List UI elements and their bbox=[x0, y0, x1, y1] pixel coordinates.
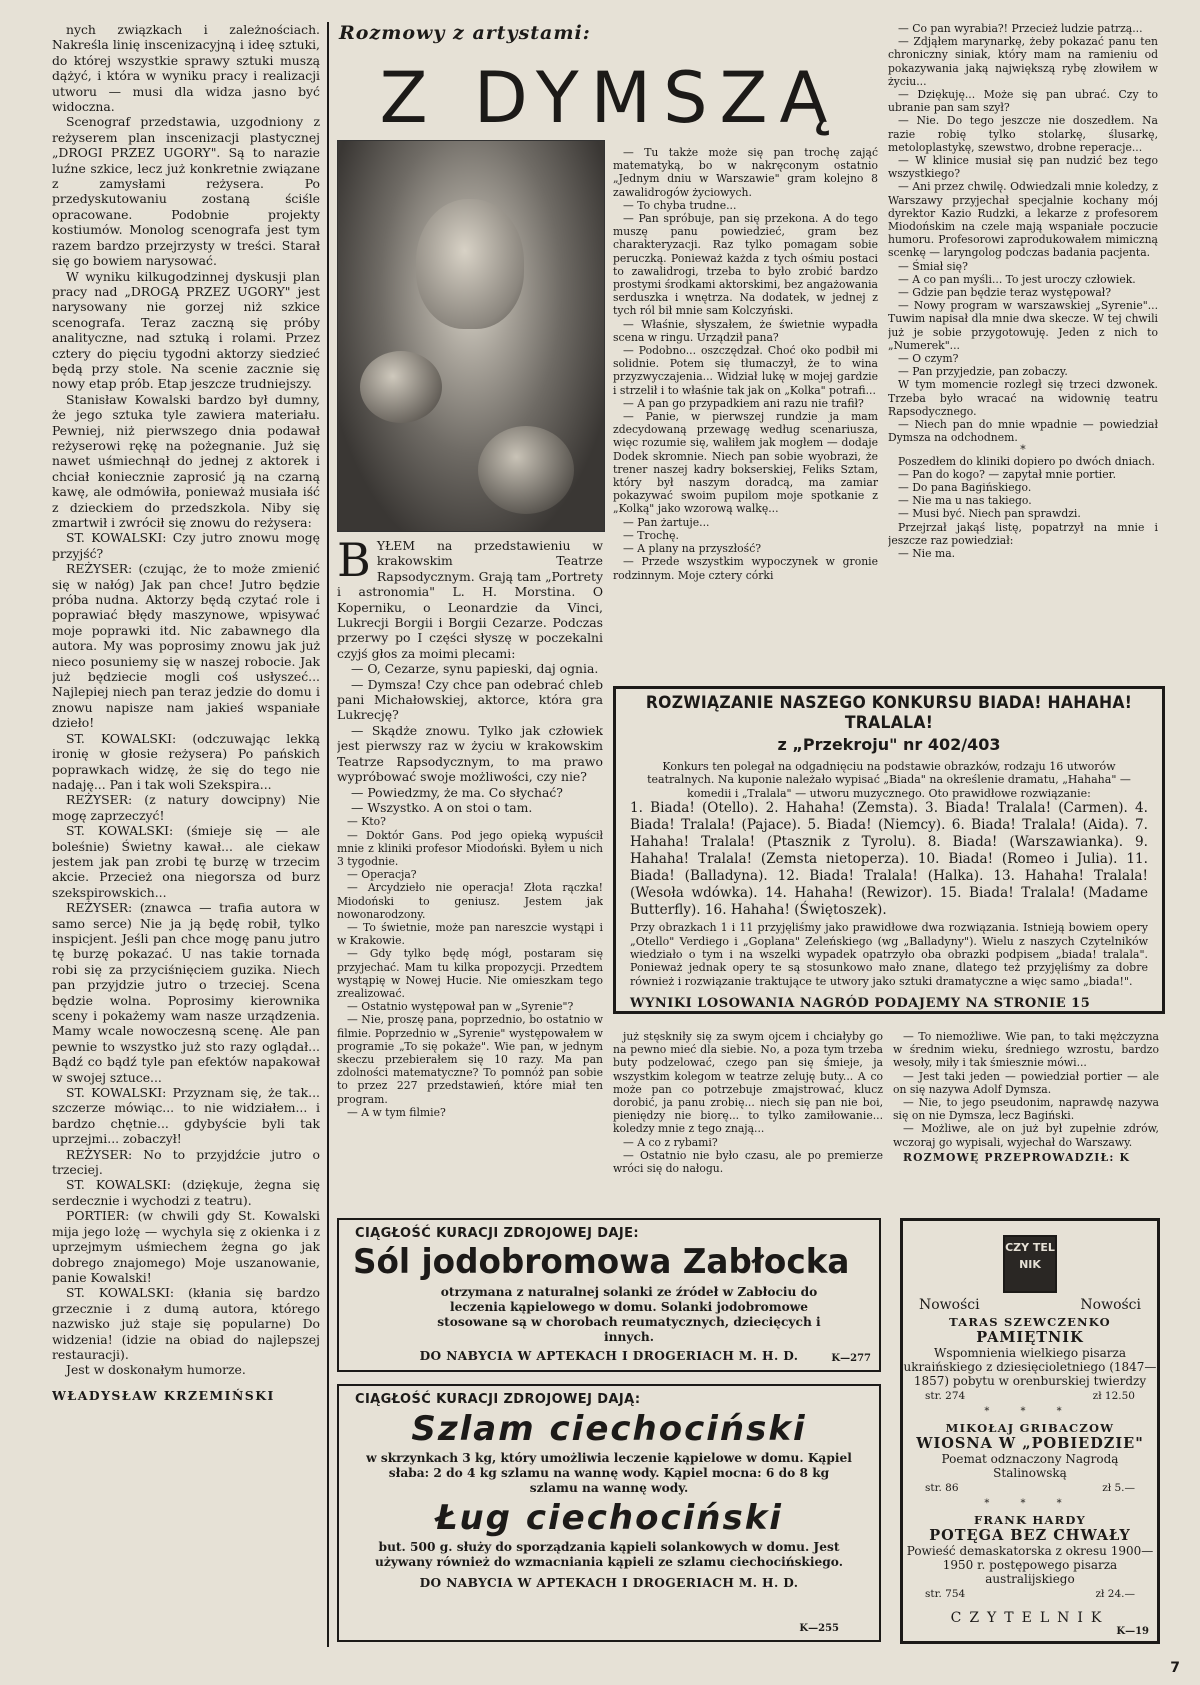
paragraph: — Wszystko. A on stoi o tam. bbox=[351, 799, 533, 815]
paragraph: nych związkach i zależnościach. Nakreśla linię inscenizacyjną i ideę sztuki, do której wszystkie sprawy sztuki muszą dążyć, i która w wyniku pracy i realizacji utworu — musi dla widza jasno być widoczna. bbox=[52, 22, 320, 115]
paragraph: — Jest taki jeden — powiedział portier — ale on się nazywa Adolf Dymsza. bbox=[893, 1069, 1159, 1096]
ad-salt-kicker: CIĄGŁOŚĆ KURACJI ZDROJOWEJ DAJE: bbox=[355, 1226, 640, 1241]
book-pages: str. 86 bbox=[925, 1482, 959, 1494]
column-divider bbox=[327, 22, 329, 1647]
paragraph: — Przede wszystkim wypoczynek w gronie rodzinnym. Moje cztery córki bbox=[613, 555, 878, 582]
page-number: 7 bbox=[1170, 1660, 1180, 1676]
book-price-row bbox=[903, 1390, 1157, 1402]
contest-note: Przy obrazkach 1 i 11 przyjęliśmy jako prawidłowe dwa rozwiązania. Istnieją bowiem opery „Otello" Verdiego i „Goplana" Zeleńskiego (wg „Balladyny"). Wielu z naszych Czytelników wiedziało o tym i na wszelki wypadek opatrzyło oba obrazki podpisem „biada! tralala". Ponieważ jednak opery te są stosunkowo mało znane, dlatego też przyjęliśmy za dobre również i rozwiązanie traktujące te utwory jako sztuki dramatyczne a więc samo „biada!". bbox=[630, 921, 1148, 988]
paragraph: — Nie. Do tego jeszcze nie doszedłem. Na razie robię tylko stolarkę, ślusarkę, metoloplastykę, szewstwo, drobne reperacje... bbox=[888, 114, 1158, 154]
book-pages: str. 274 bbox=[925, 1390, 966, 1402]
paragraph: — Nie ma. bbox=[898, 546, 956, 560]
paragraph: — Ostatnio występował pan w „Syrenie"? bbox=[347, 1000, 574, 1014]
contest-solution-box bbox=[613, 686, 1165, 1014]
ad-books bbox=[900, 1218, 1160, 1644]
paragraph: ST. KOWALSKI: (dziękuje, żegna się serdecznie i wychodzi z teatru). bbox=[52, 1177, 320, 1208]
paragraph: W tym momencie rozległ się trzeci dzwonek. Trzeba było wracać na widownię teatru Rapsodycznego. bbox=[888, 378, 1158, 418]
paragraph: REŻYSER: (czując, że to może zmienić się w nałóg) Jak pan chce! Jutro będzie próba nudna. Aktorzy będą czytać role i poprawiać błędy maszynowe, wpisywać moje poprawki itd. Nic zabawnego dla autora. My was poprosimy znowu jak już nieco posuniemy się w naszej robocie. Jak już będziecie mogli coś usłyszeć... Najlepiej niech pan teraz jedzie do domu i znowu napisze nam jakieś wspaniałe dzieło! bbox=[52, 561, 320, 731]
column-3-paragraphs bbox=[613, 146, 878, 582]
paragraph: — A w tym filmie? bbox=[347, 1105, 446, 1119]
ad-mud-text-2: but. 500 g. służy do sporządzania kąpieli solankowych w domu. Jest używany również do wzmacniania kąpieli ze szlamu ciechocińskiego. bbox=[375, 1540, 843, 1569]
publisher-logo-icon: CZY TEL NIK bbox=[1003, 1235, 1057, 1293]
paragraph: — Nie, proszę pana, poprzednio, bo ostatnio w filmie. Poprzednio w „Syrenie" występowałem w programie „To się pokaże". Wie pan, w jednym skeczu przebierałem się 10 razy. Ma pan zdolności matematyczne? To pomnóż pan sobie to przez 227 przedstawień, które miał ten program. bbox=[337, 1013, 603, 1106]
ad-salt-product: Sól jodobromowa Zabłocka bbox=[353, 1242, 850, 1282]
column-2-paragraphs bbox=[337, 661, 603, 815]
photo-glove-left bbox=[360, 351, 442, 423]
book-entry bbox=[903, 1421, 1157, 1494]
column-4-article bbox=[888, 22, 1158, 672]
paragraph: już stęskniły się za swym ojcem i chciałyby go na pewno mieć dla siebie. No, a poza tym trzeba buty podzelować, czego pan się śmieje, ja wszystkim kolegom w teatrze zeluję buty... A co może pan co potrzebuje zmajstrować, klucz dorobić, ja panu zrobię... niech się pan nie boi, pieniędzy nie biorę... to tylko zamiłowanie... koledzy mnie z tego znają... bbox=[613, 1030, 883, 1136]
book-price-row bbox=[903, 1588, 1157, 1600]
paragraph: Jest w doskonałym humorze. bbox=[66, 1362, 246, 1378]
paragraph: — Trochę. bbox=[623, 528, 679, 542]
new-releases-left: Nowości bbox=[919, 1297, 980, 1313]
column-1-paragraphs bbox=[52, 22, 320, 1378]
paragraph: — Arcydzieło nie operacja! Złota rączka! Miodoński to geniusz. Jestem jak nowonarodzony. bbox=[337, 881, 603, 921]
column-4-paragraphs-2 bbox=[888, 455, 1158, 561]
column-3-continuation bbox=[613, 1030, 883, 1215]
paragraph: ST. KOWALSKI: (kłania się bardzo grzecznie i z dumą autora, którego nazwisko już staje się popularne) Do widzenia! (idzie na obiad do najlepszej restauracji). bbox=[52, 1285, 320, 1362]
paragraph: — Co pan wyrabia?! Przecież ludzie patrzą... bbox=[898, 22, 1143, 35]
column-4-paragraphs bbox=[888, 22, 1158, 445]
book-author: FRANK HARDY bbox=[974, 1513, 1086, 1527]
book-price: zł 24.— bbox=[1095, 1588, 1135, 1600]
contest-title: ROZWIĄZANIE NASZEGO KONKURSU BIADA! HAHAHA! TRALALA! bbox=[645, 693, 1133, 733]
paragraph: — Nowy program w warszawskiej „Syrenie"... Tuwim napisał dla mnie dwa skecze. W tej chwili już je sobie przygotowuję. Jeden z nich to „Numerek"... bbox=[888, 299, 1158, 352]
paragraph: — Dymsza! Czy chce pan odebrać chleb pani Michałowskiej, aktorce, która gra Lukrecję? bbox=[337, 676, 603, 723]
paragraph: — Ostatnio nie było czasu, ale po premierze wróci się do nałogu. bbox=[613, 1148, 883, 1176]
book-price-row bbox=[903, 1482, 1157, 1494]
ad-mud-footer: DO NABYCIA W APTEKACH I DROGERIACH M. H. D. bbox=[419, 1576, 799, 1590]
contest-footer: WYNIKI LOSOWANIA NAGRÓD PODAJEMY NA STRONIE 15 bbox=[630, 996, 1091, 1012]
book-entry bbox=[903, 1315, 1157, 1402]
paragraph: — Tu także może się pan trochę zająć matematyką, bo w nakręconym ostatnio „Jednym dniu w Warszawie" gram kolejno 8 zawalidrogów życiowych. bbox=[613, 146, 878, 199]
paragraph: — Operacja? bbox=[347, 868, 417, 882]
paragraph: — To chyba trudne... bbox=[623, 198, 737, 212]
ad-mud bbox=[337, 1384, 881, 1642]
paragraph: Scenograf przedstawia, uzgodniony z reżyserem plan inscenizacji plastycznej „DROGI PRZEZ UGORY". Są to narazie luźne szkice, lecz już konkretnie związane z zamysłami reżysera. Po przedyskutowaniu zostaną ściśle opracowane. Podobnie projekty kostiumów. Monolog scenografa jest tym razem bardzo przejrzysty w treści. Starał się go bowiem narysować. bbox=[52, 114, 320, 269]
paragraph: — Kto? bbox=[347, 815, 386, 829]
paragraph: — O czym? bbox=[898, 352, 959, 366]
paragraph: ST. KOWALSKI: (śmieje się — ale boleśnie) Świetny kawał... ale ciekaw jestem jak pan zrobi tę burzę w trzecim akcie. Przecież ona niegorsza od burz szekspirowskich... bbox=[52, 823, 320, 900]
paragraph: — Doktór Gans. Pod jego opieką wypuścił mnie z kliniki profesor Miodoński. Byłem u nich 3 tygodnie. bbox=[337, 828, 603, 868]
paragraph: — O, Cezarze, synu papieski, daj ognia. bbox=[351, 661, 599, 677]
paragraph: — Zdjąłem marynarkę, żeby pokazać panu ten chroniczny siniak, który mam na ramieniu od pokazywania jaką największą rybę złowiłem w życiu... bbox=[888, 35, 1158, 88]
paragraph: — Pan żartuje... bbox=[623, 515, 710, 529]
book-title: PAMIĘTNIK bbox=[976, 1329, 1084, 1346]
paragraph: — Panie, w pierwszej rundzie ja mam zdecydowaną przewagę według scenariusza, więc rozumie się, waliłem jak mogłem — dodaje Dodek skromnie. Niech pan sobie wyobrazi, że trener naszej kadry bokserskiej, Feliks Sztam, który był naszym doradcą, ma zamiar pokazywać swoim pupilom moje spotkanie z „Kolką" jako wzorową walkę... bbox=[613, 410, 878, 516]
section-break-star: * bbox=[1020, 442, 1026, 456]
stars-divider: * * * bbox=[984, 1406, 1076, 1417]
paragraph: W wyniku kilkugodzinnej dyskusji plan pracy nad „DROGĄ PRZEZ UGORY" jest narysowany nie gorzej niż szkice scenografa. Teraz zaczną się próby analityczne, nad sztuką i rolami. Przez cztery do pięciu tygodni aktorzy siedzieć będą przy stole. Na scenie zacznie się nowy etap prób. Etap jeszcze trudniejszy. bbox=[52, 268, 320, 392]
stars-divider: * * * bbox=[984, 1498, 1076, 1509]
paragraph: — To niemożliwe. Wie pan, to taki mężczyzna w średnim wieku, średniego wzrostu, bardzo wesoły, miły i tak śmiesznie mówi... bbox=[893, 1030, 1159, 1070]
book-list bbox=[903, 1315, 1157, 1600]
paragraph: REŻYSER: (znawca — trafia autora w samo serce) Nie ja ją będę robił, tylko inspicjent. Jeśli pan chce mogę panu jutro tę burzę pokazać. U nas takie tornada robi się za przyciśnięciem guzika. Niech pan przyjdzie jutro o trzeciej. Scena będzie wolna. Poprosimy kierownika sceny i pokażemy wam nasze urządzenia. Mamy wcale nowoczesną scenę. Ale pan pewnie to wszystko już sto razy oglądał... Bądź co bądź tyle pan efektów napakował w swojej sztuce... bbox=[52, 900, 320, 1085]
contest-subtitle: z „Przekroju" nr 402/403 bbox=[777, 735, 1001, 754]
paragraph: — Nie ma u nas takiego. bbox=[898, 494, 1032, 508]
intro-text: YŁEM na przedstawieniu w krakowskim Teatrze Rapsodycznym. Grają tam „Portrety i astronomia" L. H. Morstina. O Koperniku, o Leonardzie da Vinci, Lukrecji Borgii i Borgii Cezarze. Podczas przerwy po I części słyszę w poczekalni czyjś głos za moimi plecami: bbox=[337, 538, 603, 661]
photo-head bbox=[416, 199, 524, 329]
book-price: zł 5.— bbox=[1102, 1482, 1135, 1494]
book-entry bbox=[903, 1513, 1157, 1600]
new-releases-row bbox=[903, 1297, 1157, 1313]
paragraph: — Nie, to jego pseudonim, naprawdę nazywa się on nie Dymsza, lecz Bagiński. bbox=[893, 1096, 1159, 1123]
paragraph: Stanisław Kowalski bardzo był dumny, że jego sztuka tyle zawiera materiału. Pewniej, niż pierwszego dnia podawał reżyserowi rękę na pożegnanie. Już się nawet uśmiechnął do jednej z aktorek i chciał koniecznie zaprosić ją na czarną kawę, ale odmówiła, ponieważ musiała iść z dzieckiem do przedszkola. Niby się zmartwił i zwrócił się znowu do reżysera: bbox=[52, 391, 320, 530]
paragraph: — A co z rybami? bbox=[623, 1135, 718, 1149]
column-4-continuation-paragraphs bbox=[893, 1030, 1159, 1149]
paragraph: — Pan przyjedzie, pan zobaczy. bbox=[898, 365, 1068, 379]
intro-paragraph bbox=[337, 538, 603, 661]
book-description: Poemat odznaczony Nagrodą Stalinowską bbox=[941, 1452, 1119, 1480]
book-description: Wspomnienia wielkiego pisarza ukraińskiego z dziesięcioletniego (1847—1857) pobytu w orenburskiej twierdzy bbox=[903, 1346, 1157, 1388]
paragraph: Poszedłem do kliniki dopiero po dwóch dniach. bbox=[898, 454, 1155, 468]
paragraph: ST. KOWALSKI: Czy jutro znowu mogę przyjść? bbox=[52, 530, 320, 561]
ad-mud-kicker: CIĄGŁOŚĆ KURACJI ZDROJOWEJ DAJĄ: bbox=[355, 1392, 641, 1407]
contest-intro: Konkurs ten polegał na odgadnięciu na podstawie obrazków, rodzaju 16 utworów teatralnych. Na kuponie należało wypisać „Biada" na określenie dramatu, „Hahaha" — komedii i „Tralala" — utworu muzycznego. Oto prawidłowe rozwiązanie: bbox=[647, 760, 1131, 800]
publisher-name: CZYTELNIK bbox=[950, 1610, 1110, 1626]
paragraph: — Pan spróbuje, pan się przekona. A do tego muszę panu powiedzieć, gram bez charakteryzacji. Raz tylko pomagam sobie peruczką. Ponieważ każda z tych ośmiu postaci to zawalidrogi, trzeba to było zrobić bardzo prostymi środkami aktorskimi, bez angażowania serduszka i wnętrza. Na dodatek, w jednej z tych ról bił mnie sam Kolczyński. bbox=[613, 212, 878, 318]
paragraph: — Dziękuję... Może się pan ubrać. Czy to ubranie pan sam szył? bbox=[888, 88, 1158, 115]
paragraph: — Musi być. Niech pan sprawdzi. bbox=[898, 507, 1081, 521]
book-price: zł 12.50 bbox=[1092, 1390, 1135, 1402]
book-author: MIKOŁAJ GRIBACZOW bbox=[945, 1421, 1115, 1435]
book-description: Powieść demaskatorska z okresu 1900—1950 r. postępowego pisarza australijskiego bbox=[906, 1544, 1154, 1586]
paragraph: ST. KOWALSKI: Przyznam się, że tak... szczerze mówiąc... to nie widziałem... i bardzo chętnie... gdybyście byli tak uprzejmi... zobaczył! bbox=[52, 1085, 320, 1147]
book-pages: str. 754 bbox=[925, 1588, 966, 1600]
paragraph: — A pan go przypadkiem ani razu nie trafił? bbox=[623, 396, 864, 410]
paragraph: — Możliwe, ale on już był zupełnie zdrów, wczoraj go wypisali, wyjechał do Warszawy. bbox=[893, 1122, 1159, 1149]
paragraph: PORTIER: (w chwili gdy St. Kowalski mija jego lożę — wychyla się z okienka i z uprzejmym uśmiechem żegna go jak dobrego znajomego) Moje uszanowanie, panie Kowalski! bbox=[52, 1208, 320, 1285]
column-4-continuation bbox=[893, 1030, 1159, 1215]
paragraph: — A co pan myśli... To jest uroczy człowiek. bbox=[898, 272, 1136, 286]
ad-salt-text: otrzymana z naturalnej solanki ze źródeł w Zabłociu do leczenia kąpielowego w domu. Solanki jodobromowe stosowane są w chorobach reumatycznych, dziecięcych i innych. bbox=[437, 1285, 821, 1344]
photo-glove-right bbox=[478, 426, 574, 514]
ad-books-code: K—19 bbox=[1116, 1626, 1149, 1637]
interview-credit: ROZMOWĘ PRZEPROWADZIŁ: K bbox=[903, 1150, 1131, 1164]
headline: Z DYMSZĄ bbox=[379, 57, 840, 139]
paragraph: REŻYSER: (z natury dowcipny) Nie mogę zaprzeczyć! bbox=[52, 792, 320, 823]
contest-answers: 1. Biada! (Otello). 2. Hahaha! (Zemsta). 3. Biada! Tralala! (Carmen). 4. Biada! Tralala! (Pajace). 5. Biada! (Niemcy). 6. Biada! Tralala! (Aida). 7. Hahaha! Tralala! (Ptasznik z Tyrolu). 8. Biada! (Warszawianka). 9. Hahaha! Tralala! (Zemsta nietoperza). 10. Biada! (Romeo i Julia). 11. Biada! (Balladyna). 12. Biada! Tralala! (Halka). 13. Hahaha! Tralala! (Wesoła wdówka). 14. Hahaha! (Rewizor). 15. Biada! Tralala! (Madame Butterfly). 16. Hahaha! (Świętoszek). bbox=[630, 800, 1148, 919]
paragraph: REŻYSER: No to przyjdźcie jutro o trzeciej. bbox=[52, 1146, 320, 1178]
ad-salt-code: K—277 bbox=[831, 1353, 871, 1364]
boxer-photo bbox=[337, 140, 605, 532]
paragraph: — To świetnie, może pan nareszcie wystąpi i w Krakowie. bbox=[337, 920, 603, 948]
paragraph: — Niech pan do mnie wpadnie — powiedział Dymsza na odchodnem. bbox=[888, 418, 1158, 445]
ad-salt bbox=[337, 1218, 881, 1372]
paragraph: — Ani przez chwilę. Odwiedzali mnie koledzy, z Warszawy przyjechał specjalnie kochany mój dyrektor Kazio Rudzki, a lekarze z profesorem Miodońskim na czele mają wspaniałe poczucie humoru. Profesorowi zaprodukowałem mimiczną scenkę — laryngolog podczas badania pacjenta. bbox=[888, 180, 1158, 260]
column-2-small-paragraphs bbox=[337, 815, 603, 1119]
paragraph: — Gdy tylko będę mógł, postaram się przyjechać. Mam tu kilka propozycji. Przedtem wystąpię w Nowej Hucie. Nie omieszkam tego zrealizować. bbox=[337, 947, 603, 1000]
paragraph: — Gdzie pan będzie teraz występował? bbox=[898, 286, 1112, 300]
paragraph: — Skądże znowu. Tylko jak człowiek jest pierwszy raz w życiu w krakowskim Teatrze Rapsodycznym, to ma prawo wypróbować swoje możliwości, czy nie? bbox=[337, 722, 603, 785]
paragraph: — Właśnie, słyszałem, że świetnie wypadła scena w ringu. Urządził pana? bbox=[613, 317, 878, 344]
series-heading: Rozmowy z artystami: bbox=[339, 22, 591, 44]
paragraph: ST. KOWALSKI: (odczuwając lekką ironię w głosie reżysera) Po pańskich poprawkach widzę, że się do tego nie nadaję... Pan i tak woli Szekspira... bbox=[52, 730, 320, 792]
book-title: WIOSNA W „POBIEDZIE" bbox=[916, 1435, 1144, 1452]
book-author: TARAS SZEWCZENKO bbox=[949, 1315, 1111, 1329]
paragraph: — Powiedzmy, że ma. Co słychać? bbox=[351, 784, 563, 800]
dropcap: B bbox=[337, 538, 371, 587]
paragraph: — W klinice musiał się pan nudzić bez tego wszystkiego? bbox=[888, 154, 1158, 181]
column-3-article bbox=[613, 146, 878, 666]
new-releases-right: Nowości bbox=[1080, 1297, 1141, 1313]
paragraph: — Podobno... oszczędzał. Choć oko podbił mi solidnie. Potem się tłumaczył, że to wina przyzwyczajenia... Widział lukę w mojej gardzie i strzelił i to właśnie tak jak on „Kolka" potrafi... bbox=[613, 344, 878, 397]
ad-mud-code: K—255 bbox=[799, 1623, 839, 1634]
author-signature: WŁADYSŁAW KRZEMIŃSKI bbox=[52, 1387, 275, 1403]
paragraph: — Pan do kogo? — zapytał mnie portier. bbox=[898, 467, 1117, 481]
ad-mud-text-1: w skrzynkach 3 kg, który umożliwia leczenie kąpielowe w domu. Kąpiel słaba: 2 do 4 kg szlamu na wannę wody. Kąpiel mocna: 6 do 8 kg szlamu na wannę wody. bbox=[366, 1451, 852, 1495]
paragraph: Przejrzał jakąś listę, popatrzył na mnie i jeszcze raz powiedział: bbox=[888, 520, 1158, 547]
ad-mud-product-1: Szlam ciechociński bbox=[411, 1409, 807, 1449]
book-title: POTĘGA BEZ CHWAŁY bbox=[929, 1527, 1131, 1544]
ad-salt-footer: DO NABYCIA W APTEKACH I DROGERIACH M. H. D. bbox=[419, 1349, 799, 1363]
paragraph: — A plany na przyszłość? bbox=[623, 542, 762, 556]
column-1-article bbox=[52, 22, 320, 1650]
column-3-continuation-paragraphs bbox=[613, 1030, 883, 1175]
paragraph: — Śmiał się? bbox=[898, 259, 968, 273]
paragraph: — Do pana Bagińskiego. bbox=[898, 480, 1032, 494]
ad-mud-product-2: Ług ciechociński bbox=[435, 1498, 783, 1538]
